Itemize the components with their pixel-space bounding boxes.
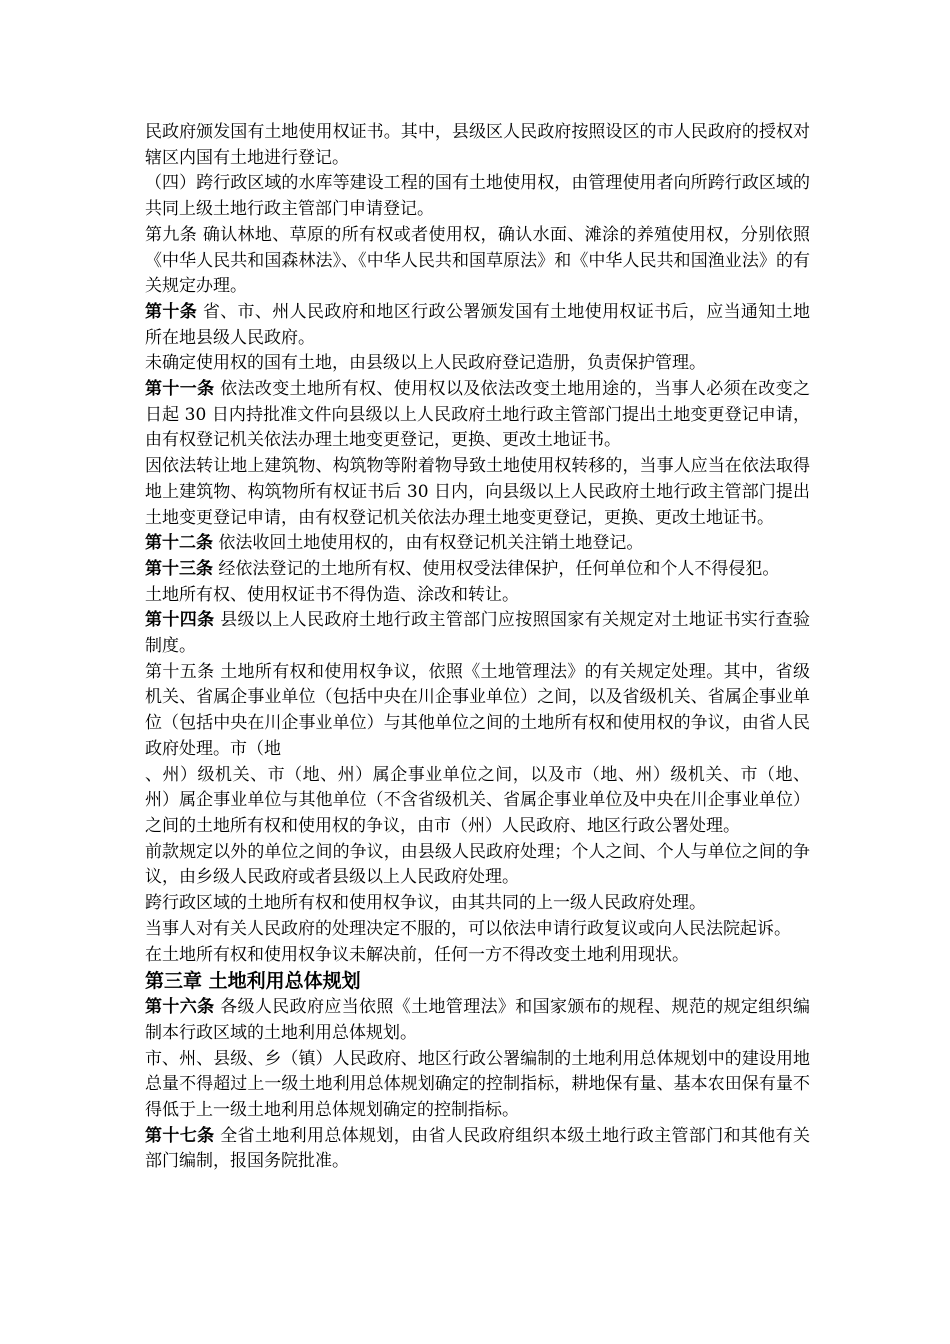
paragraph-article-16 <box>145 995 810 1046</box>
paragraph-text: 依法收回土地使用权的，由有权登记机关注销土地登记。 <box>213 533 644 554</box>
paragraph-text: 依法改变土地所有权、使用权以及依法改变土地用途的，当事人必须在改变之日起 30 日内持批准文件向县级以上人民政府土地行政主管部门提出土地变更登记申请，由有权登记机关依法办理土地变更登记，更换、更改土地证书。 <box>145 379 811 451</box>
paragraph-article-11 <box>145 377 810 454</box>
paragraph-text: 第十五条 土地所有权和使用权争议，依照《土地管理法》的有关规定处理。其中，省级机关、省属企事业单位（包括中央在川企事业单位）之间，以及省级机关、省属企事业单位（包括中央在川企事业单位）与其他单位之间的土地所有权和使用权的争议，由省人民政府处理。市（地 <box>145 661 810 759</box>
paragraph-text: 因依法转让地上建筑物、构筑物等附着物导致土地使用权转移的，当事人应当在依法取得地上建筑物、构筑物所有权证书后 30 日内，向县级以上人民政府土地行政主管部门提出土地变更登记申请，由有权登记机关依法办理土地变更登记，更换、更改土地证书。 <box>145 456 810 528</box>
paragraph-text: 在土地所有权和使用权争议未解决前，任何一方不得改变土地利用现状。 <box>145 944 689 965</box>
paragraph-text: 土地所有权、使用权证书不得伪造、涂改和转让。 <box>145 584 519 605</box>
paragraph-article-9 <box>145 223 810 300</box>
paragraph-text: 县级以上人民政府土地行政主管部门应按照国家有关规定对土地证书实行查验制度。 <box>145 610 811 657</box>
article-label: 第十七条 <box>145 1125 215 1146</box>
paragraph-text: 、州）级机关、市（地、州）属企事业单位之间，以及市（地、州）级机关、市（地、州）属企事业单位与其他单位（不含省级机关、省属企事业单位及中央在川企事业单位）之间的土地所有权和使用权的争议，由市（州）人民政府、地区行政公署处理。 <box>145 764 810 836</box>
paragraph-article-15 <box>145 660 810 763</box>
paragraph-p14 <box>145 840 810 891</box>
paragraph-article-10 <box>145 300 810 351</box>
article-label: 第十六条 <box>145 997 215 1018</box>
paragraph-article-13 <box>145 557 810 583</box>
paragraph-text: 当事人对有关人民政府的处理决定不服的，可以依法申请行政复议或向人民法院起诉。 <box>145 918 791 939</box>
paragraph-text: 未确定使用权的国有土地，由县级以上人民政府登记造册，负责保护管理。 <box>145 353 706 374</box>
paragraph-article-17 <box>145 1124 810 1175</box>
paragraph-text: 各级人民政府应当依照《土地管理法》和国家颁布的规程、规范的规定组织编制本行政区域的土地利用总体规划。 <box>145 997 811 1043</box>
paragraph-p17 <box>145 943 810 969</box>
article-label: 第十四条 <box>145 610 215 631</box>
article-label: 第十条 <box>145 301 198 322</box>
paragraph-text: 全省土地利用总体规划，由省人民政府组织本级土地行政主管部门和其他有关部门编制，报国务院批准。 <box>145 1125 811 1172</box>
document-page <box>145 120 810 1175</box>
paragraph-p2 <box>145 171 810 222</box>
paragraph-p13 <box>145 763 810 840</box>
paragraph-text: 前款规定以外的单位之间的争议，由县级人民政府处理；个人之间、个人与单位之间的争议，由乡级人民政府或者县级以上人民政府处理。 <box>145 841 810 888</box>
paragraph-p10 <box>145 583 810 609</box>
article-label: 第十二条 <box>145 533 213 554</box>
paragraph-text: 第九条 确认林地、草原的所有权或者使用权，确认水面、滩涂的养殖使用权，分别依照《中华人民共和国森林法》、《中华人民共和国草原法》和《中华人民共和国渔业法》的有关规定办理。 <box>145 224 810 297</box>
paragraph-text: 经依法登记的土地所有权、使用权受法律保护，任何单位和个人不得侵犯。 <box>213 558 780 579</box>
paragraph-p15 <box>145 891 810 917</box>
paragraph-article-12 <box>145 531 810 557</box>
paragraph-text: 跨行政区域的土地所有权和使用权争议，由其共同的上一级人民政府处理。 <box>145 893 706 914</box>
article-label: 第十三条 <box>145 558 213 579</box>
article-label: 第十一条 <box>145 379 215 400</box>
paragraph-text: 省、市、州人民政府和地区行政公署颁发国有土地使用权证书后，应当通知土地所在地县级人民政府。 <box>145 301 811 348</box>
paragraph-article-14 <box>145 608 810 659</box>
paragraph-p5 <box>145 351 810 377</box>
chapter-title: 第三章 土地利用总体规划 <box>145 970 361 993</box>
paragraph-p16 <box>145 917 810 943</box>
paragraph-text: 市、州、县级、乡（镇）人民政府、地区行政公署编制的土地利用总体规划中的建设用地总量不得超过上一级土地利用总体规划确定的控制指标，耕地保有量、基本农田保有量不得低于上一级土地利用总体规划确定的控制指标。 <box>145 1048 810 1121</box>
paragraph-p7 <box>145 454 810 531</box>
paragraph-text: 民政府颁发国有土地使用权证书。其中，县级区人民政府按照设区的市人民政府的授权对辖区内国有土地进行登记。 <box>145 122 810 168</box>
paragraph-text: （四）跨行政区域的水库等建设工程的国有土地使用权，由管理使用者向所跨行政区域的共同上级土地行政主管部门申请登记。 <box>145 173 810 220</box>
paragraph-p19 <box>145 1047 810 1124</box>
paragraph-p1 <box>145 120 810 171</box>
